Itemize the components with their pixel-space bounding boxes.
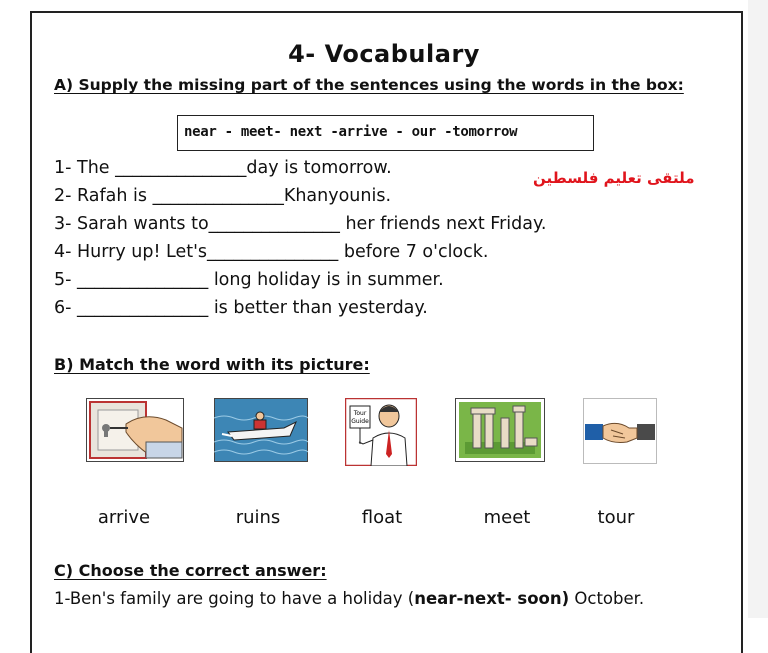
sentence-5: 5- _______________ long holiday is in summer. (54, 270, 444, 290)
tour-guide-picture (345, 398, 417, 466)
question-1-end: October. (569, 589, 645, 608)
watermark-text: ملتقى تعليم فلسطين (533, 169, 695, 187)
section-b-heading: B) Match the word with its picture: (54, 355, 370, 374)
word-box: near - meet- next -arrive - our -tomorrow (177, 115, 594, 151)
sentence-1: 1- The _______________day is tomorrow. (54, 158, 392, 178)
question-1-text: 1-Ben's family are going to have a holiday ( (54, 589, 415, 608)
tour-sign-word: Tour (353, 410, 367, 417)
section-c-heading: C) Choose the correct answer: (54, 561, 327, 580)
sentence-2: 2- Rafah is _______________Khanyounis. (54, 186, 392, 206)
word-arrive: arrive (97, 507, 151, 528)
boat-on-water-picture (214, 398, 308, 462)
section-a-heading: A) Supply the missing part of the sentences using the words in the box: (54, 76, 684, 94)
handshake-picture (583, 398, 657, 464)
question-1-options: near-next- soon) (414, 589, 570, 608)
word-tour: tour (597, 507, 635, 528)
word-float: float (361, 507, 403, 528)
question-1 (54, 589, 644, 608)
page-title: 4- Vocabulary (288, 40, 480, 68)
word-meet: meet (483, 507, 531, 528)
page-frame (30, 11, 743, 653)
guide-sign-word: Guide (351, 418, 369, 425)
word-ruins: ruins (235, 507, 281, 528)
sentence-3: 3- Sarah wants to_______________ her friends next Friday. (54, 214, 547, 234)
scrollbar-track[interactable] (748, 0, 768, 618)
sentence-6: 6- _______________ is better than yesterday. (54, 298, 428, 318)
door-key-picture (86, 398, 184, 462)
ruins-picture (455, 398, 545, 462)
sentence-4: 4- Hurry up! Let's_______________ before 7 o'clock. (54, 242, 489, 262)
